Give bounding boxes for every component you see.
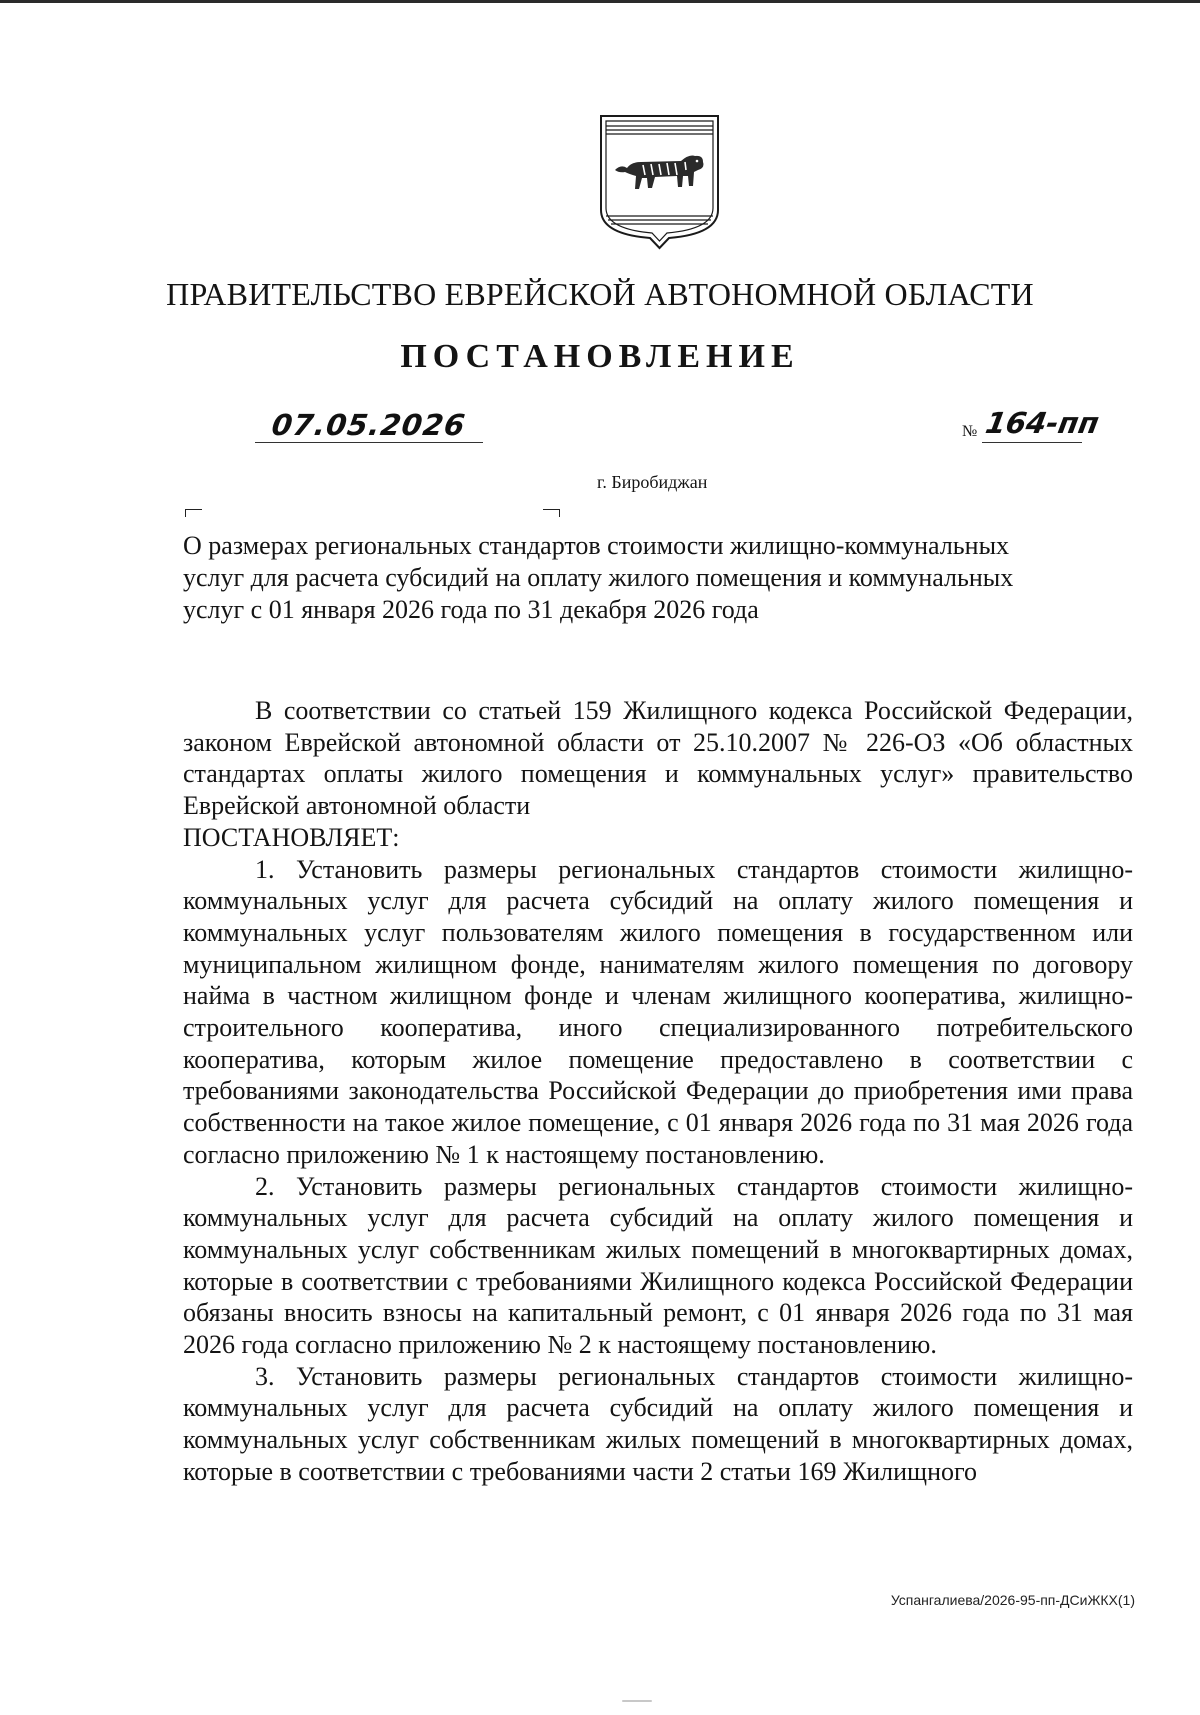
decree-word: ПОСТАНОВЛЯЕТ: xyxy=(183,822,400,852)
coat-of-arms-tiger-icon xyxy=(597,112,722,252)
handwritten-number: 164-пп xyxy=(983,406,1102,440)
government-name: ПРАВИТЕЛЬСТВО ЕВРЕЙСКОЙ АВТОНОМНОЙ ОБЛАСТИ xyxy=(166,276,1034,312)
scan-speck xyxy=(622,1700,652,1702)
subject-line: О размерах региональных стандартов стоимости жилищно-коммунальных xyxy=(183,531,1010,560)
number-label: № xyxy=(962,423,978,440)
date-underline xyxy=(255,442,483,443)
city-name: г. Биробиджан xyxy=(597,472,708,492)
subject-line: услуг с 01 января 2026 года по 31 декабря 2026 года xyxy=(183,595,759,624)
subject-corner-left xyxy=(185,509,202,517)
item-paragraph: 1. Установить размеры региональных стандартов стоимости жилищно-коммунальных услуг для расчета субсидий на оплату жилого помещения и коммунальных услуг пользователям жилого помещения в государственном или муниципальном жилищном фонде, нанимателям жилого помещения по договору найма в частном жилищном фонде и членам жилищного кооператива, жилищно-строительного кооператива, иного специализированного потребительского кооператива, которым жилое помещение предоставлено в соответствии с требованиями законодательства Российской Федерации до приобретения ими права собственности на такое жилое помещение, с 01 января 2026 года по 31 мая 2026 года согласно приложению № 1 к настоящему постановлению. xyxy=(183,854,1133,1169)
item-paragraph: 2. Установить размеры региональных стандартов стоимости жилищно-коммунальных услуг для расчета субсидий на оплату жилого помещения и коммунальных услуг собственникам жилых помещений в многоквартирных домах, которые в соответствии с требованиями Жилищного кодекса Российской Федерации обязаны вносить взносы на капитальный ремонт, с 01 января 2026 года по 31 мая 2026 года согласно приложению № 2 к настоящему постановлению. xyxy=(183,1171,1133,1360)
preamble-paragraph: В соответствии со статьей 159 Жилищного кодекса Российской Федерации, законом Еврейской автономной области от 25.10.2007 № 226-ОЗ «Об областных стандартах оплаты жилого помещения и коммунальных услуг» правительство Еврейской автономной области xyxy=(183,696,1133,821)
subject-line: услуг для расчета субсидий на оплату жилого помещения и коммунальных xyxy=(183,563,1014,592)
footer-reference: Успангалиева/2026-95-пп-ДСиЖКХ(1) xyxy=(890,1592,1135,1608)
document-type-title: ПОСТАНОВЛЕНИЕ xyxy=(400,338,800,375)
document-body xyxy=(183,695,1133,1488)
scan-top-edge xyxy=(0,0,1200,3)
subject-corner-right xyxy=(543,509,560,517)
item-paragraph: 3. Установить размеры региональных стандартов стоимости жилищно-коммунальных услуг для расчета субсидий на оплату жилого помещения и коммунальных услуг собственникам жилых помещений в многоквартирных домах, которые в соответствии с требованиями части 2 статьи 169 Жилищного xyxy=(183,1361,1133,1486)
handwritten-date: 07.05.2026 xyxy=(269,408,468,442)
number-underline xyxy=(982,442,1082,443)
document-subject xyxy=(183,530,1133,626)
